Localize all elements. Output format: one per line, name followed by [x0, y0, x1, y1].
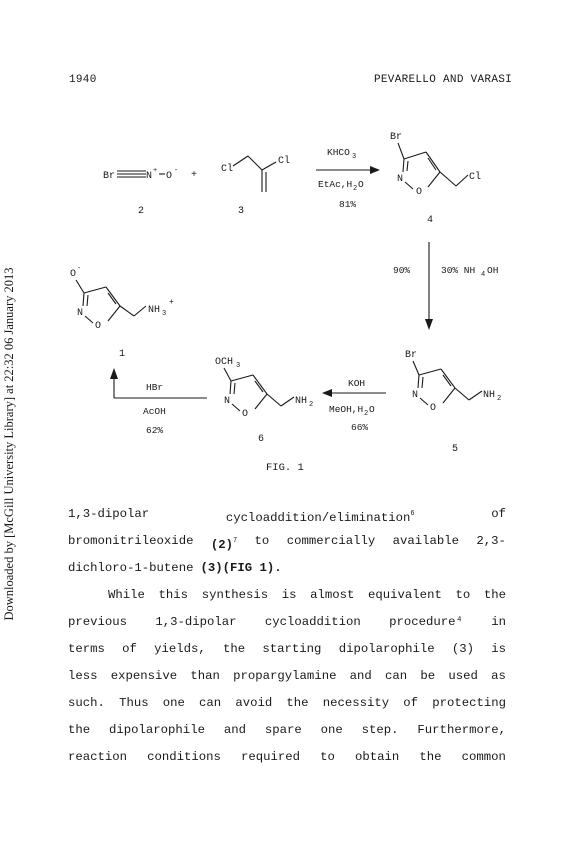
- text-word: starting: [262, 642, 322, 656]
- svg-text:OCH: OCH: [215, 357, 234, 368]
- arrow-step-2: [393, 242, 498, 330]
- svg-text:N: N: [397, 174, 404, 185]
- svg-text:NH: NH: [483, 390, 496, 401]
- text-line: [68, 717, 506, 744]
- arrow-step-3: [322, 378, 386, 433]
- figure-caption: FIG. 1: [266, 462, 304, 474]
- svg-text:2: 2: [309, 401, 314, 409]
- running-head: PEVARELLO AND VARASI: [374, 74, 513, 86]
- arrow-step-4: [110, 368, 207, 436]
- svg-text:Br: Br: [103, 171, 116, 182]
- text-word: the: [223, 642, 246, 656]
- text-word: 1,3-dipolar: [155, 615, 237, 629]
- text-word: obtain: [355, 750, 400, 764]
- text-word: avoid: [235, 696, 273, 710]
- compound-1: [70, 265, 174, 360]
- step-4-solvent: AcOH: [143, 406, 166, 417]
- text-word: of: [122, 642, 137, 656]
- article-body: [68, 501, 506, 771]
- text-word: of: [491, 507, 506, 521]
- text-word: and: [223, 723, 246, 737]
- text-word: expensive: [110, 669, 178, 683]
- text-line: [68, 690, 506, 717]
- text-word: necessity: [322, 696, 390, 710]
- text-word: previous: [68, 615, 128, 629]
- text-word: reaction: [68, 750, 128, 764]
- text-word: the: [286, 696, 309, 710]
- text-word: can: [199, 696, 222, 710]
- svg-text:Cl: Cl: [469, 172, 482, 183]
- text-word: used: [448, 669, 478, 683]
- svg-text:NH: NH: [295, 396, 308, 407]
- label-5: 5: [452, 444, 459, 455]
- svg-text:O: O: [416, 187, 423, 198]
- download-watermark: Downloaded by [McGill University Library] at 22:32 06 January 2013: [2, 267, 16, 621]
- text-word: such.: [68, 696, 105, 710]
- text-line: [68, 555, 506, 582]
- text-word: as: [491, 669, 506, 683]
- compound-3-cl-right: Cl: [278, 156, 291, 167]
- svg-text:N: N: [412, 390, 419, 401]
- text-word: to: [320, 750, 335, 764]
- text-word: (3): [451, 642, 474, 656]
- svg-text:MeOH,H: MeOH,H: [329, 404, 364, 415]
- text-word: the: [68, 723, 91, 737]
- svg-text:-: -: [77, 265, 82, 273]
- text-word: required: [241, 750, 301, 764]
- text-word: yields,: [154, 642, 206, 656]
- svg-text:3: 3: [162, 310, 167, 318]
- text-word: procedure⁴: [389, 615, 463, 629]
- text-line: [68, 501, 506, 528]
- label-4: 4: [427, 215, 434, 226]
- svg-text:N: N: [224, 396, 231, 407]
- svg-text:4: 4: [481, 271, 486, 279]
- svg-text:30% NH: 30% NH: [441, 265, 476, 276]
- svg-text:O: O: [369, 404, 375, 415]
- text-line: [68, 663, 506, 690]
- text-word: dichloro-1-butene: [68, 561, 194, 575]
- step-3-reagent: KOH: [348, 378, 366, 389]
- svg-text:KHCO: KHCO: [327, 147, 350, 158]
- svg-text:2: 2: [497, 395, 502, 403]
- text-word: to: [455, 588, 471, 602]
- text-word: of: [403, 696, 419, 710]
- step-4-reagent: HBr: [146, 382, 164, 393]
- text-word: available: [392, 534, 460, 548]
- text-word: in: [491, 615, 506, 629]
- text-word: one: [162, 696, 185, 710]
- text-word: While: [108, 588, 145, 602]
- svg-text:EtAc,H: EtAc,H: [318, 179, 353, 190]
- text-word: 2,3-: [476, 534, 506, 548]
- text-word: one: [320, 723, 343, 737]
- text-word: this: [158, 588, 189, 602]
- page-number: 1940: [69, 74, 97, 86]
- text-line: [68, 636, 506, 663]
- svg-text:2: 2: [353, 185, 358, 193]
- text-word: equivalent: [368, 588, 442, 602]
- text-word: step.: [361, 723, 399, 737]
- svg-text:2: 2: [364, 410, 369, 418]
- plus-sign: +: [191, 170, 198, 181]
- text-word: be: [420, 669, 436, 683]
- text-line: [68, 528, 506, 555]
- text-word: to: [254, 534, 270, 548]
- svg-text:Br: Br: [405, 350, 418, 361]
- text-word: synthesis: [201, 588, 269, 602]
- step-2-yield: 90%: [393, 265, 411, 276]
- text-line: [68, 609, 506, 636]
- text-word: is: [491, 642, 506, 656]
- step-4-yield: 62%: [146, 425, 164, 436]
- label-1: 1: [119, 349, 126, 360]
- label-6: 6: [258, 434, 265, 445]
- svg-text:Br: Br: [390, 132, 403, 143]
- text-word: spare: [264, 723, 302, 737]
- compound-2: [103, 167, 178, 217]
- text-word: commercially: [286, 534, 376, 548]
- text-word: (3)(FIG 1).: [200, 561, 282, 575]
- compound-4: [390, 132, 481, 226]
- text-word: is: [281, 588, 297, 602]
- text-word: common: [461, 750, 506, 764]
- arrow-step-1: [316, 147, 380, 210]
- text-word: 1,3-dipolar: [68, 507, 150, 521]
- text-word: than: [190, 669, 220, 683]
- text-word: can: [385, 669, 408, 683]
- text-word: almost: [310, 588, 355, 602]
- svg-text:+: +: [169, 298, 174, 307]
- compound-3: [221, 155, 290, 217]
- text-word: the: [419, 750, 442, 764]
- svg-text:N: N: [77, 308, 84, 319]
- svg-text:O: O: [166, 171, 173, 182]
- text-word: Furthermore,: [417, 723, 506, 737]
- text-word: dipolarophile: [338, 642, 435, 656]
- text-word: propargylamine: [233, 669, 337, 683]
- svg-text:O: O: [95, 321, 102, 332]
- text-line: [68, 744, 506, 771]
- text-word: cycloaddition/elimination$^6$: [225, 510, 415, 525]
- compound-5: [405, 350, 501, 455]
- svg-text:+: +: [153, 167, 158, 175]
- svg-text:OH: OH: [487, 265, 499, 276]
- text-word: Thus: [119, 696, 149, 710]
- svg-text:3: 3: [352, 153, 357, 161]
- text-word: bromonitrileoxide: [68, 534, 194, 548]
- svg-text:3: 3: [236, 362, 241, 370]
- text-word: dipolarophile: [109, 723, 205, 737]
- svg-text:O: O: [70, 269, 77, 280]
- text-word: cycloaddition: [264, 615, 361, 629]
- svg-text:O: O: [430, 403, 437, 414]
- text-word: and: [349, 669, 372, 683]
- svg-text:O: O: [242, 409, 249, 420]
- text-word: the: [483, 588, 506, 602]
- paragraph-2: [68, 582, 506, 771]
- text-word: $(2)^7$: [210, 537, 238, 552]
- step-1-yield: 81%: [339, 199, 357, 210]
- text-word: protecting: [432, 696, 506, 710]
- text-line: [68, 582, 506, 609]
- text-word: conditions: [147, 750, 221, 764]
- svg-text:NH: NH: [148, 305, 161, 316]
- svg-text:-: -: [174, 167, 179, 175]
- text-word: terms: [68, 642, 105, 656]
- step-3-yield: 66%: [351, 422, 369, 433]
- label-2: 2: [138, 206, 145, 217]
- svg-text:O: O: [358, 179, 364, 190]
- text-word: less: [68, 669, 98, 683]
- compound-3-cl-left: Cl: [221, 164, 234, 175]
- label-3: 3: [238, 206, 245, 217]
- svg-text:N: N: [146, 171, 153, 182]
- compound-6: [215, 357, 313, 445]
